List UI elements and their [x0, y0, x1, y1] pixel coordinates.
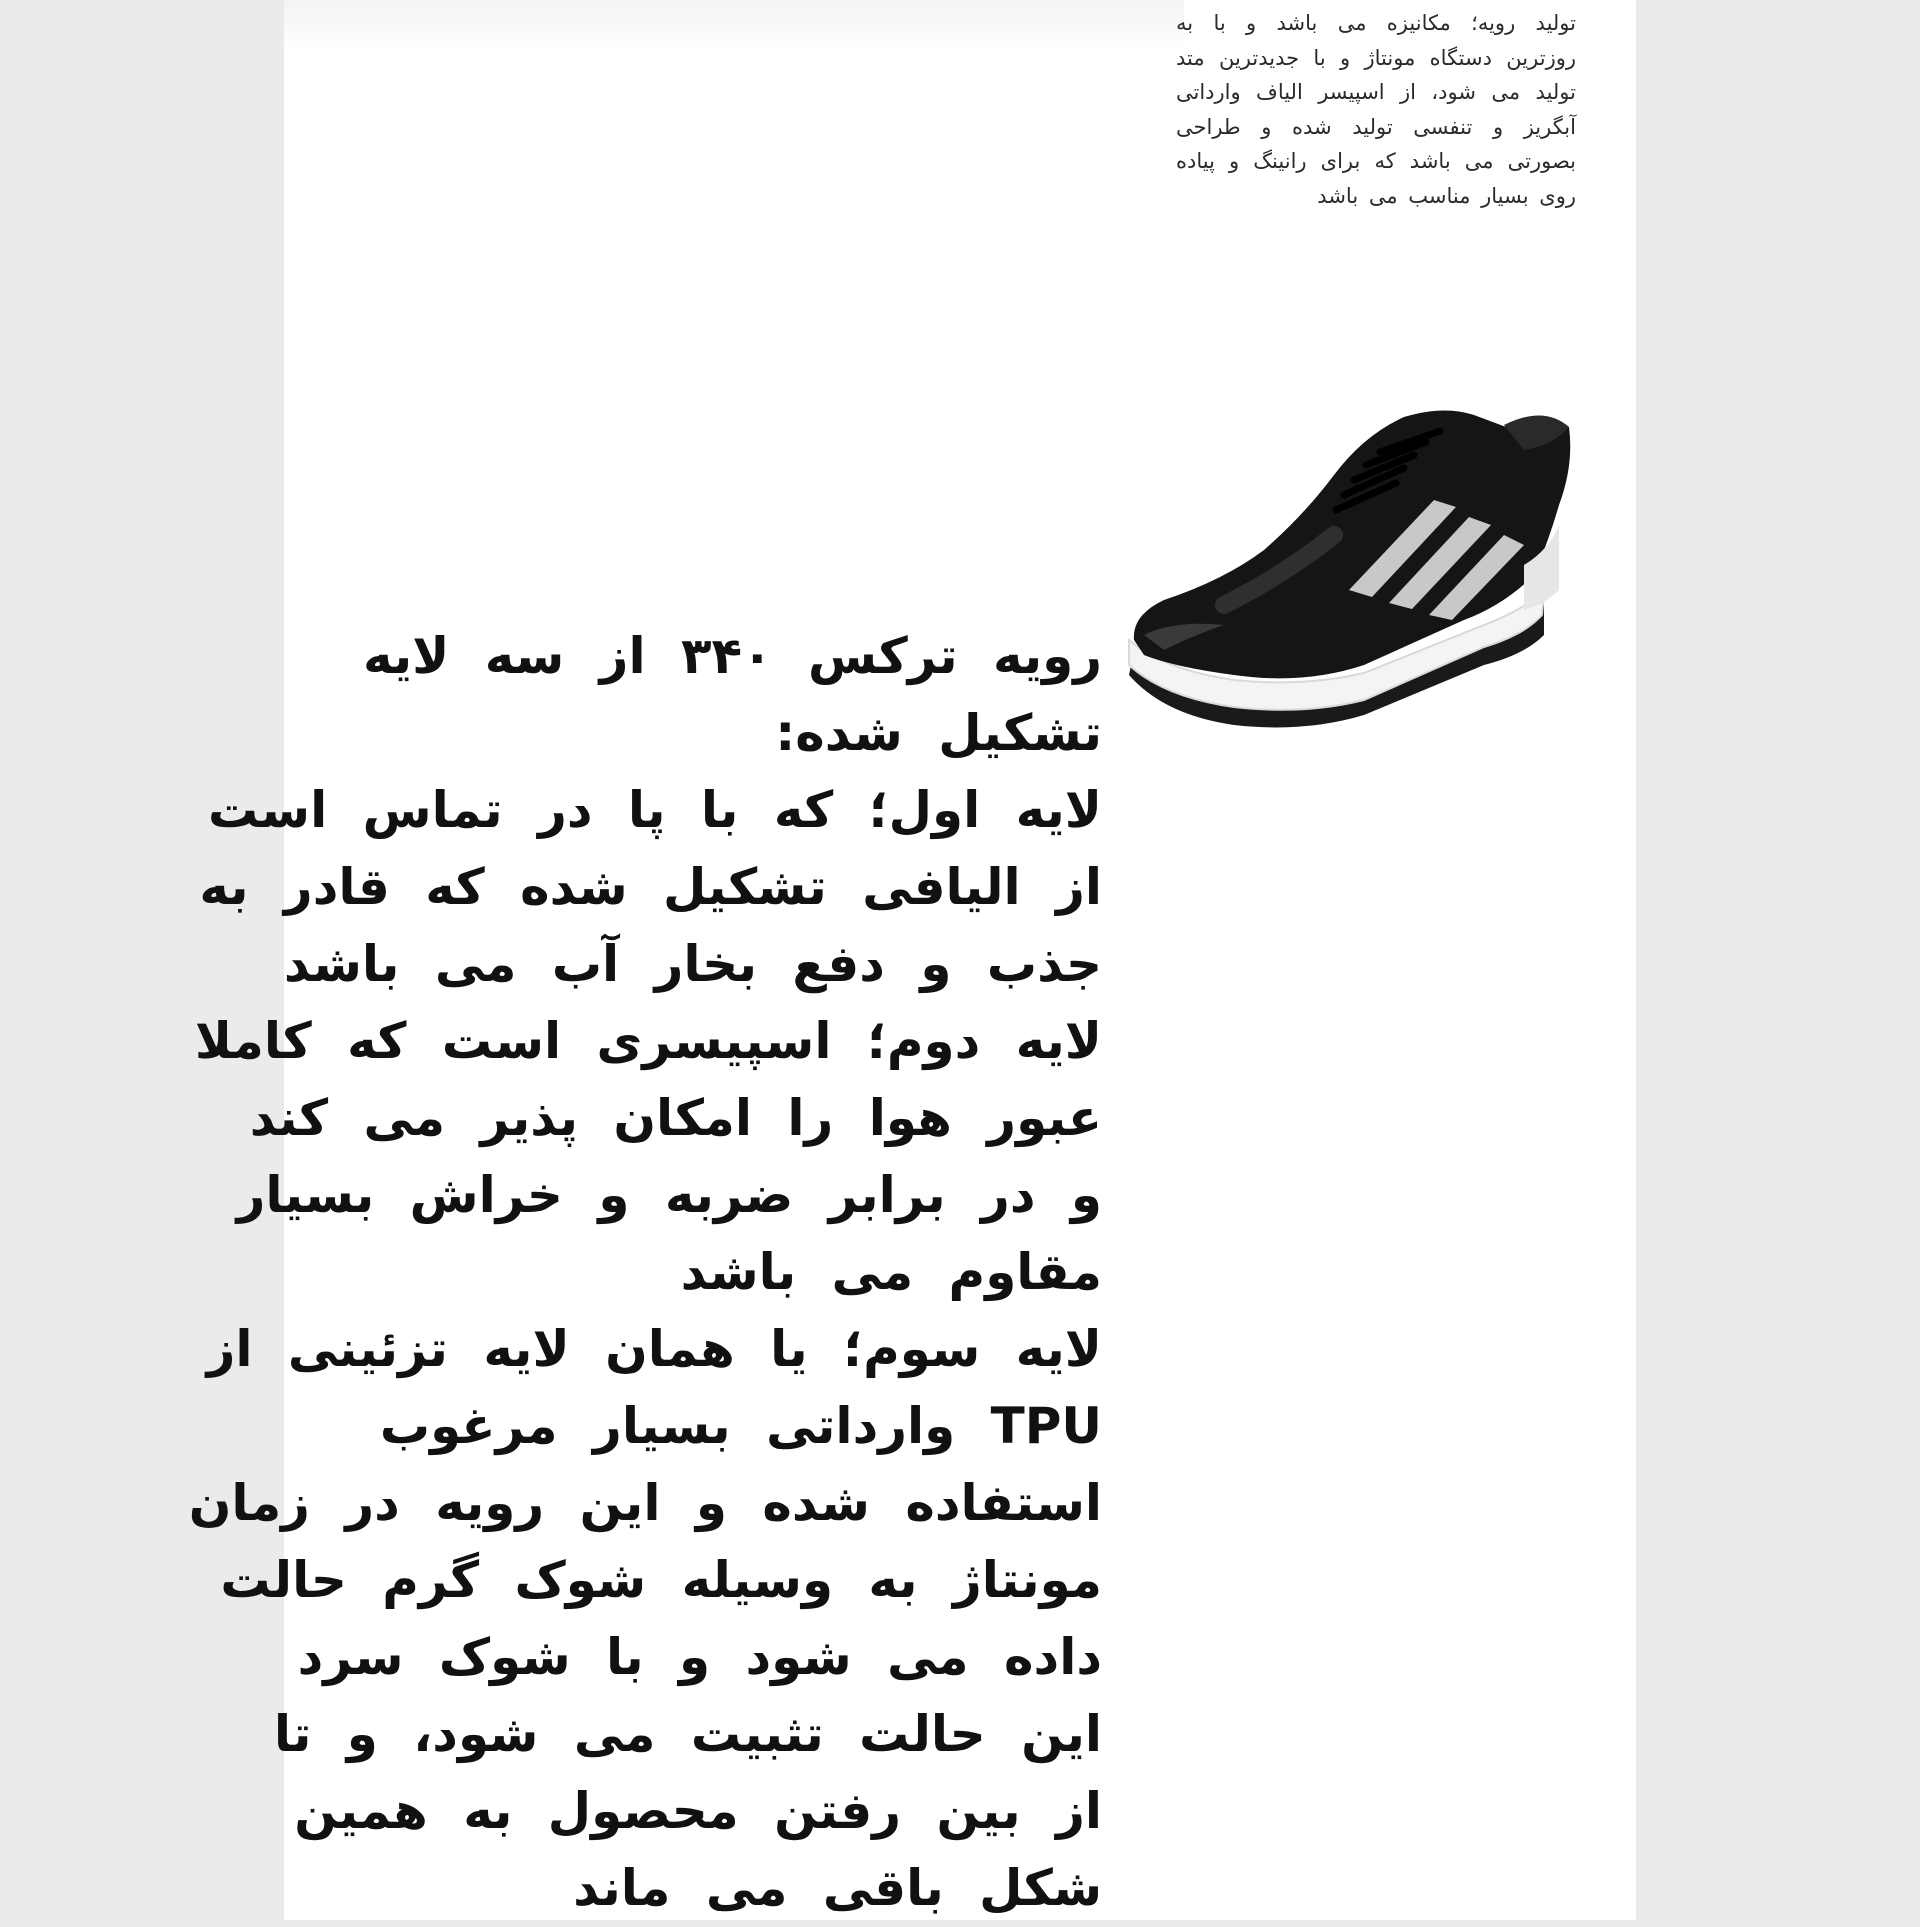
description-line: TPU وارداتی بسیار مرغوب — [379, 1397, 1102, 1455]
description-line: داده می شود و با شوک سرد — [297, 1628, 1102, 1686]
story-card — [188, 0, 1636, 1920]
description-line: این حالت تثبیت می شود، و تا — [273, 1705, 1102, 1763]
description-line: شکل باقی می ماند — [573, 1859, 1102, 1917]
top-fade — [284, 0, 1184, 50]
description-line: از الیافی تشکیل شده که قادر به — [199, 858, 1102, 916]
description-line: تشکیل شده: — [775, 704, 1102, 762]
description-line: مونتاژ به وسیله شوک گرم حالت — [220, 1551, 1102, 1609]
description-line: عبور هوا را امکان پذیر می کند — [249, 1089, 1102, 1147]
description-line: استفاده شده و این رویه در زمان — [188, 1474, 1102, 1532]
description-line: لایه اول؛ که با پا در تماس است — [207, 781, 1102, 839]
description-text — [182, 618, 1102, 1927]
description-line: مقاوم می باشد — [680, 1243, 1102, 1301]
product-image — [1104, 335, 1636, 770]
description-line: جذب و دفع بخار آب می باشد — [283, 935, 1102, 993]
description-line: لایه دوم؛ اسپیسری است که کاملا — [194, 1012, 1102, 1070]
description-line: لایه سوم؛ یا همان لایه تزئینی از — [206, 1320, 1102, 1378]
description-line: رویه ترکس ۳۴۰ از سه لایه — [363, 627, 1102, 685]
intro-paragraph: تولید رویه؛ مکانیزه می باشد و با به روزترین دستگاه مونتاژ و با جدیدترین متد تولید می شود، از اسپیسر الیاف وارداتی آبگریز و تنفسی تولید شده و طراحی بصورتی می باشد که برای رانینگ و پیاده روی بسیار مناسب می باشد — [1176, 11, 1576, 208]
sneaker-icon — [1104, 335, 1636, 770]
description-line: از بین رفتن محصول به همین — [294, 1782, 1102, 1840]
description-line: و در برابر ضربه و خراش بسیار — [236, 1166, 1102, 1224]
